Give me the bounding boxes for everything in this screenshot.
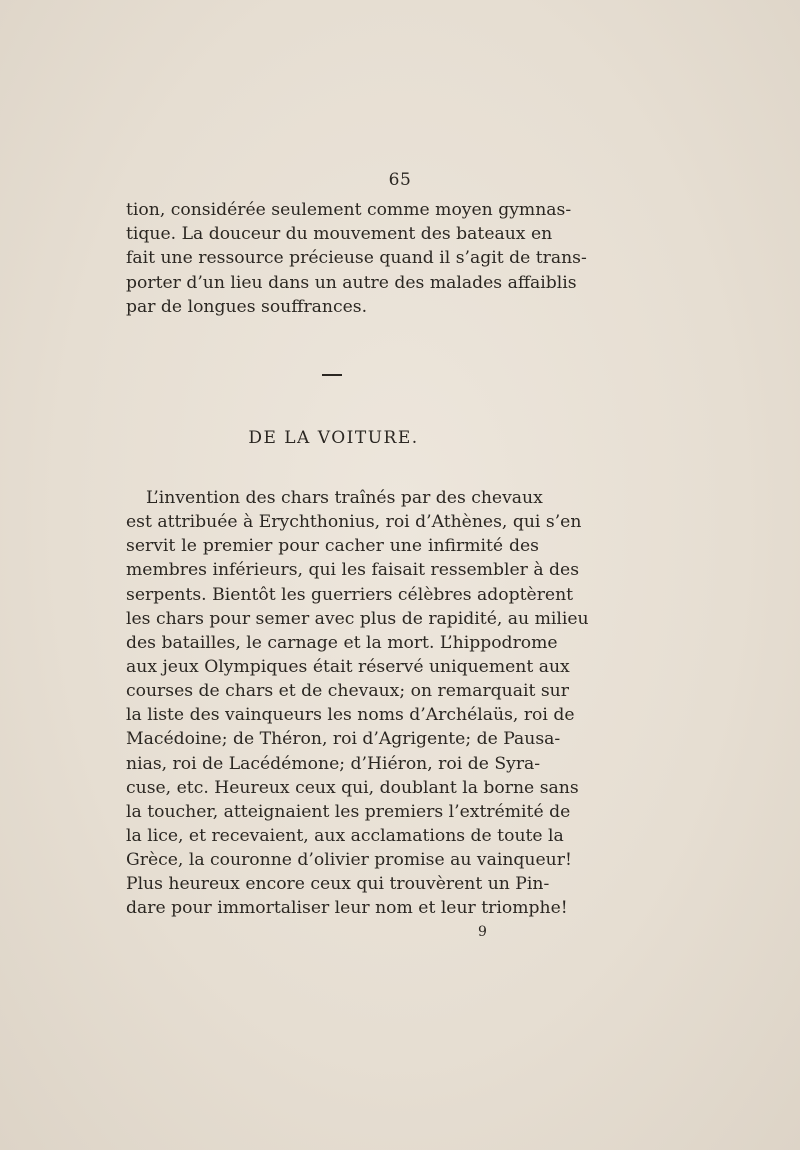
signature-mark: 9 [478,924,487,940]
text-line: tion, considérée seulement comme moyen gymnas- [126,200,572,220]
section-heading: DE LA VOITURE. [248,428,419,448]
text-line: courses de chars et de chevaux; on remarquait sur [126,681,569,702]
text-line: Plus heureux encore ceux qui trouvèrent un Pin- [126,874,550,895]
text-line: Macédoine; de Théron, roi d’Agrigente; de Pausa- [126,729,561,750]
text-line: la lice, et recevaient, aux acclamations de toute la [126,825,564,846]
text-line: dare pour immortaliser leur nom et leur triomphe! [126,898,568,919]
text-line: les chars pour semer avec plus de rapidité, au milieu [126,608,589,629]
text-line: fait une ressource précieuse quand il s’agit de trans- [126,248,587,269]
page-number: 65 [388,170,412,190]
text-line: cuse, etc. Heureux ceux qui, doublant la borne sans [126,777,579,798]
text-line: tique. La douceur du mouvement des bateaux en [126,224,553,245]
text-line: aux jeux Olympiques était réservé uniquement aux [126,656,570,677]
main-paragraph [126,486,589,921]
text-line: L’invention des chars traînés par des chevaux [146,488,543,508]
text-line: serpents. Bientôt les guerriers célèbres adoptèrent [126,584,574,605]
text-line: par de longues souffrances. [126,296,368,317]
text-line: la liste des vainqueurs les noms d’Archélaüs, roi de [126,705,575,726]
text-line: Grèce, la couronne d’olivier promise au vainqueur! [126,850,572,871]
text-line: servit le premier pour cacher une infirmité des [126,536,539,557]
top-paragraph [126,198,587,319]
text-line: membres inférieurs, qui les faisait ressembler à des [126,560,580,581]
section-separator [322,374,342,376]
text-line: nias, roi de Lacédémone; d’Hiéron, roi de Syra- [126,753,541,774]
text-line: porter d’un lieu dans un autre des malades affaiblis [126,272,577,293]
text-line: des batailles, le carnage et la mort. L’hippodrome [126,632,558,653]
text-line: la toucher, atteignaient les premiers l’extrémité de [126,801,571,822]
text-line: est attribuée à Erychthonius, roi d’Athènes, qui s’en [126,512,582,533]
